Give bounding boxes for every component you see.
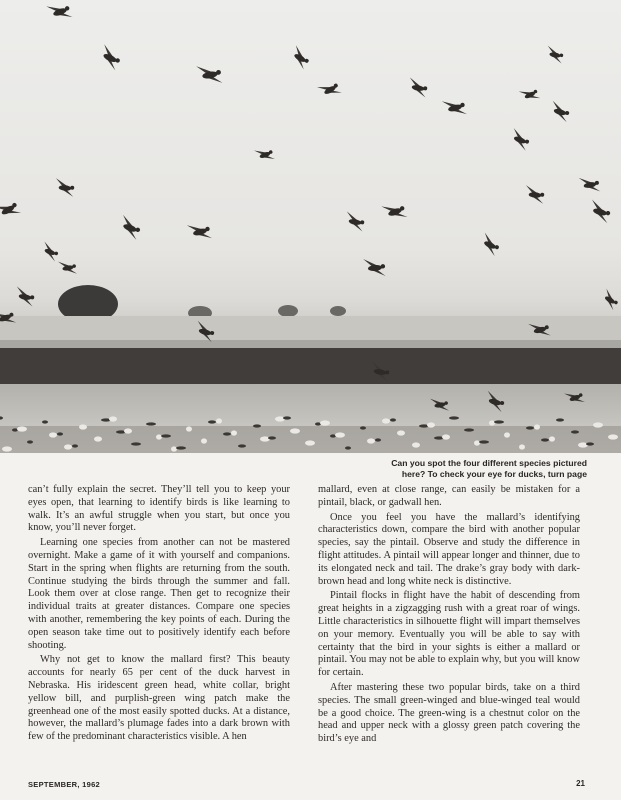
- duck-on-water: [427, 422, 435, 427]
- duck-on-water: [283, 416, 291, 419]
- duck-silhouette: [478, 233, 503, 257]
- duck-on-water: [124, 428, 132, 433]
- duck-silhouette: [287, 45, 312, 69]
- duck-on-water: [131, 442, 141, 445]
- duck-on-water: [253, 424, 261, 427]
- paragraph: After mastering these two popular birds, take on a third species. The small green-winged and blue-winged teal would be a good choice. The green-wing is a chestnut color on the head and upper neck with a glossy green patch covering the bird’s eye and: [318, 681, 580, 745]
- duck-silhouette: [442, 96, 467, 120]
- duck-on-water: [290, 428, 300, 433]
- duck-silhouette: [407, 77, 429, 97]
- duck-on-water: [94, 436, 102, 441]
- duck-on-water: [474, 440, 480, 445]
- duck-silhouette: [524, 185, 544, 204]
- duck-on-water: [390, 418, 396, 421]
- duck-silhouette: [54, 178, 74, 197]
- duck-on-water: [208, 420, 216, 423]
- duck-on-water: [526, 426, 534, 429]
- duck-on-water: [335, 432, 345, 437]
- duck-silhouette: [599, 289, 621, 311]
- duck-on-water: [79, 424, 87, 429]
- article-column-left: [28, 484, 290, 744]
- duck-silhouette: [519, 84, 541, 105]
- duck-on-water: [320, 420, 330, 425]
- page-number: 21: [576, 779, 585, 788]
- duck-on-water: [275, 416, 285, 421]
- duck-silhouette: [46, 0, 72, 24]
- tree-silhouette: [278, 305, 298, 317]
- duck-on-water: [238, 444, 246, 447]
- paragraph: Pintail flocks in flight have the habit of descending from great heights in a zigzagging rush with a great roar of wings. Little characteristics in silhouette flight will impart themselves on your memory. Eventually you will be able to say with certainty that the bird in your sights is either a mallard or pintail. You may not be able to explain why, but you will know for certain.: [318, 590, 580, 679]
- duck-silhouette: [39, 241, 60, 261]
- duck-on-water: [17, 426, 27, 431]
- duck-silhouette: [196, 62, 223, 87]
- duck-on-water: [176, 446, 186, 449]
- tree-silhouette: [330, 306, 346, 316]
- paragraph: Learning one species from another can not be mastered overnight. Make a game of it with yourself and companions. Start in the spring when flights are returning from the south. Continue studying the birds through the summer and fall. Look them over at close range. Then get to recognize their individual traits at greater distances. Compare one species with another, remembering the key points of each. During the open season take time out to positively identify each before shooting.: [28, 537, 290, 651]
- duck-on-water: [161, 434, 171, 437]
- paragraph: Why not get to know the mallard first? This beauty accounts for nearly 65 per cent of the duck harvest in Nebraska. His iridescent green head, white collar, bright yellow bill, and purplish-green wing patch make the greenhead one of the most easily spotted ducks. At a distance, however, the mallard’s plumage fades into a dark brown with few of the predominant characteristics visible. A hen: [28, 654, 290, 743]
- duck-silhouette: [579, 175, 601, 195]
- duck-on-water: [216, 418, 222, 423]
- duck-silhouette: [14, 286, 36, 306]
- paragraph: mallard, even at close range, can easily be mistaken for a pintail, black, or gadwall hen.: [318, 484, 580, 508]
- duck-on-water: [171, 446, 177, 451]
- duck-on-water: [504, 432, 510, 437]
- duck-silhouette: [381, 199, 407, 224]
- duck-on-water: [268, 436, 276, 439]
- photo-caption: [287, 458, 587, 480]
- duck-on-water: [2, 446, 12, 451]
- duck-on-water: [541, 438, 549, 441]
- article-column-right: [318, 484, 580, 746]
- duck-on-water: [305, 440, 315, 445]
- duck-silhouette: [508, 128, 532, 151]
- duck-on-water: [442, 434, 450, 439]
- duck-on-water: [57, 432, 63, 435]
- duck-on-water: [49, 432, 57, 437]
- paragraph: Once you feel you have the mallard’s identifying characteristics down, compare the bird with another popular species, say the pintail. Observe and study the difference in flight attitudes. A pintail will appear longer and thinner, due to its elongated neck and tail. The drake’s gray body with dark-brown head and long white neck is distinctive.: [318, 511, 580, 587]
- duck-on-water: [449, 416, 459, 419]
- duck-on-water: [223, 432, 231, 435]
- duck-on-water: [494, 420, 504, 423]
- duck-on-water: [109, 416, 117, 421]
- duck-silhouette: [344, 211, 366, 231]
- duck-on-water: [156, 434, 162, 439]
- duck-on-water: [27, 440, 33, 443]
- duck-on-water: [231, 430, 237, 435]
- duck-on-water: [260, 436, 270, 441]
- duck-on-water: [345, 446, 351, 449]
- duck-on-water: [464, 428, 474, 431]
- duck-silhouette: [96, 44, 123, 70]
- duck-silhouette: [587, 199, 612, 223]
- shoreline: [0, 348, 621, 384]
- duck-silhouette: [254, 145, 275, 165]
- duck-on-water: [146, 422, 156, 425]
- duck-on-water: [201, 438, 207, 443]
- duck-silhouette: [548, 101, 571, 122]
- duck-on-water: [519, 444, 525, 449]
- caption-line-1: Can you spot the four different species pictured: [391, 458, 587, 468]
- duck-on-water: [72, 444, 78, 447]
- duck-on-water: [556, 418, 564, 421]
- duck-on-water: [42, 420, 48, 423]
- duck-silhouette: [58, 259, 77, 277]
- duck-silhouette: [117, 215, 143, 240]
- duck-on-water: [367, 438, 375, 443]
- paragraph: can’t fully explain the secret. They’ll tell you to keep your eyes open, that learning to identify birds is like learning to walk. It’s an awful struggle when you start, but once you know, you’ll never forget.: [28, 484, 290, 534]
- caption-line-2: here? To check your eye for ducks, turn page: [401, 469, 587, 479]
- duck-on-water: [593, 422, 603, 427]
- duck-silhouette: [545, 46, 564, 64]
- duck-on-water: [64, 444, 72, 449]
- duck-on-water: [571, 430, 579, 433]
- duck-on-water: [586, 442, 594, 445]
- duck-on-water: [578, 442, 588, 447]
- duck-on-water: [412, 442, 420, 447]
- duck-silhouette: [0, 196, 21, 223]
- duck-on-water: [375, 438, 381, 441]
- duck-silhouette: [317, 78, 342, 102]
- duck-on-water: [479, 440, 489, 443]
- duck-on-water: [186, 426, 192, 431]
- duck-on-water: [397, 430, 405, 435]
- issue-date: SEPTEMBER, 1962: [28, 780, 101, 789]
- duck-on-water: [382, 418, 390, 423]
- duck-on-water: [608, 434, 618, 439]
- duck-silhouette: [363, 257, 386, 278]
- duck-on-water: [489, 420, 495, 425]
- duck-on-water: [534, 424, 540, 429]
- duck-on-water: [360, 426, 366, 429]
- duck-on-water: [549, 436, 555, 441]
- duck-silhouette: [187, 220, 212, 244]
